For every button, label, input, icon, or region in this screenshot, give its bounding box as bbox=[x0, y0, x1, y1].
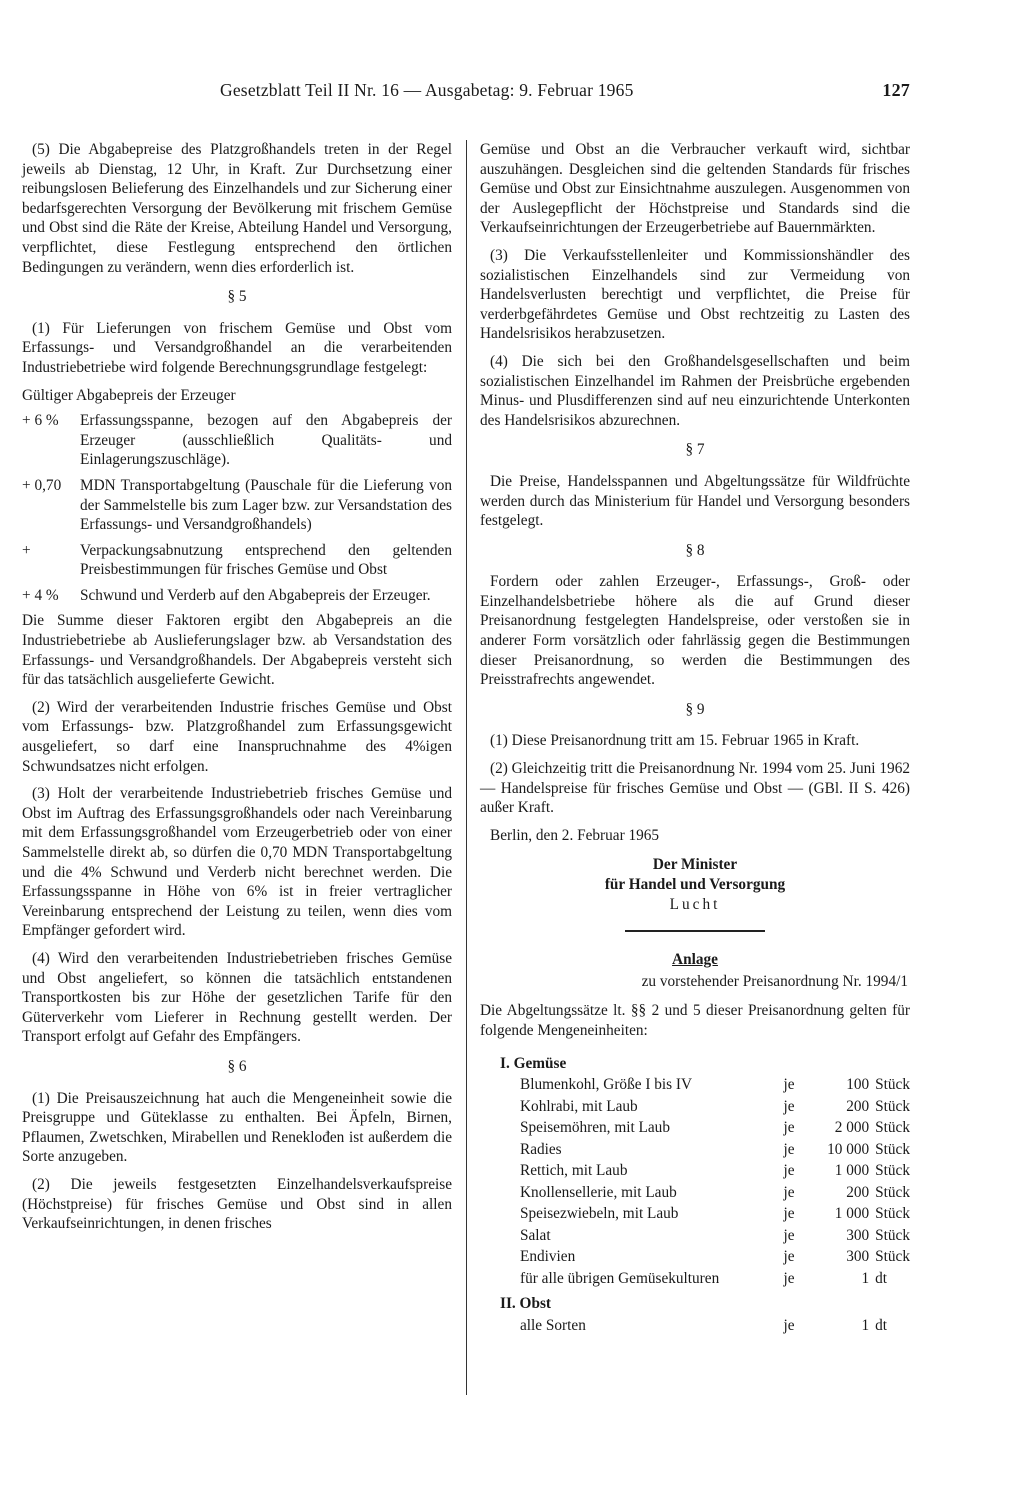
calc-item-text: Verpackungsabnutzung entsprechend den geltenden Preisbestimmungen für frisches Gemüse und Obst bbox=[80, 541, 452, 579]
item-name: Knollensellerie, mit Laub bbox=[520, 1183, 677, 1201]
table-row bbox=[480, 1315, 910, 1337]
header-title: Gesetzblatt Teil II Nr. 16 — Ausgabetag: 9. Februar 1965 bbox=[220, 80, 634, 100]
calc-item bbox=[22, 476, 452, 535]
item-qty: 1 bbox=[861, 1269, 870, 1287]
table-row bbox=[480, 1139, 910, 1161]
calc-item-prefix: + 6 % bbox=[22, 412, 59, 430]
paragraph-5-4: (4) Wird den verarbeitenden Industriebetrieben frisches Gemüse und Obst angeliefert, so können die tatsächlich entstandenen Transportkosten bis zur Höhe der gesetzlichen Tarife für den Güterverkehr vom Lieferer in Rechnung gestellt werden. Der Transport erfolgt auf Gefahr des Empfängers. bbox=[22, 949, 452, 1046]
section-9-heading: § 9 bbox=[685, 700, 705, 718]
units-table bbox=[480, 1049, 910, 1337]
item-name: Blumenkohl, Größe I bis IV bbox=[520, 1076, 693, 1094]
item-qty: 200 bbox=[846, 1183, 870, 1201]
section-5-heading: § 5 bbox=[227, 288, 247, 306]
item-je: je bbox=[783, 1076, 795, 1094]
annex-intro: Die Abgeltungssätze lt. §§ 2 und 5 dieser Preisanordnung gelten für folgende Mengeneinheiten: bbox=[480, 1002, 910, 1039]
item-je: je bbox=[783, 1162, 795, 1180]
item-unit: Stück bbox=[875, 1183, 910, 1201]
table-row bbox=[480, 1096, 910, 1118]
item-unit: Stück bbox=[875, 1119, 910, 1137]
sum-paragraph: Die Summe dieser Faktoren ergibt den Abgabepreis an die Industriebetriebe ab Auslieferungslager bzw. ab Versandstation des Erfassungs- und Versandgroßhandels. Der Abgabepreis versteht sich für das tatsächlich ausgelieferte Gewicht. bbox=[22, 612, 452, 689]
item-name: Speisemöhren, mit Laub bbox=[520, 1119, 670, 1137]
item-unit: Stück bbox=[875, 1076, 910, 1094]
paragraph-7: Die Preise, Handelsspannen und Abgeltungssätze für Wildfrüchte werden durch das Ministerium für Handel und Versorgung besonders festgelegt. bbox=[480, 472, 910, 530]
right-column bbox=[480, 140, 910, 1336]
calc-item-text: Schwund und Verderb auf den Abgabepreis der Erzeuger. bbox=[80, 586, 431, 604]
section-8-heading: § 8 bbox=[685, 541, 705, 559]
item-unit: dt bbox=[875, 1269, 888, 1287]
calc-item-prefix: + 0,70 bbox=[22, 476, 62, 494]
item-je: je bbox=[783, 1119, 795, 1137]
paragraph-9-2: (2) Gleichzeitig tritt die Preisanordnung Nr. 1994 vom 25. Juni 1962 — Handelspreise für frisches Gemüse und Obst — (GBl. II S. 426) außer Kraft. bbox=[480, 760, 910, 817]
item-qty: 1 000 bbox=[834, 1205, 870, 1223]
paragraph-6-2: (2) Die jeweils festgesetzten Einzelhandelsverkaufspreise (Höchstpreise) für frisches Gemüse und Obst sind in allen Verkaufseinrichtungen, in denen frisches bbox=[22, 1175, 452, 1233]
item-qty: 1 bbox=[861, 1316, 870, 1334]
paragraph-5-1: (1) Für Lieferungen von frischem Gemüse und Obst vom Erfassungs- und Versandgroßhandel an die verarbeitenden Industriebetriebe wird folgende Berechnungsgrundlage festgelegt: bbox=[22, 319, 452, 376]
paragraph-5-2: (2) Wird der verarbeitenden Industrie frisches Gemüse und Obst vom Erfassungs- bzw. Platzgroßhandel zum Erfassungsgewicht ausgeliefert, so darf eine Inanspruchnahme des 4%igen Schwundsatzes nicht erfolgen. bbox=[22, 698, 452, 775]
calc-item-text: MDN Transportabgeltung (Pauschale für die Lieferung von der Sammelstelle bis zum Lager bzw. zur Versandstation des Erfassungs- und Versandgroßhandels) bbox=[80, 476, 452, 534]
group-heading-fruit: II. Obst bbox=[500, 1295, 552, 1313]
table-row bbox=[480, 1074, 910, 1096]
item-name: Speisezwiebeln, mit Laub bbox=[520, 1205, 679, 1223]
item-unit: Stück bbox=[875, 1248, 910, 1266]
item-name: für alle übrigen Gemüsekulturen bbox=[520, 1269, 720, 1287]
item-qty: 1 000 bbox=[834, 1162, 870, 1180]
item-unit: Stück bbox=[875, 1162, 910, 1180]
item-unit: Stück bbox=[875, 1205, 910, 1223]
item-qty: 10 000 bbox=[827, 1140, 870, 1158]
paragraph-5-3: (3) Holt der verarbeitende Industriebetrieb frisches Gemüse und Obst im Auftrag des Erfassungsgroßhandels oder nach Vereinbarung mit dem Erfassungsgroßhandel vom Erzeugerbetrieb oder von einer Sammelstelle direkt ab, so dürfen die 0,70 MDN Transportabgeltung und die 4% Schwund und Verderb nicht berechnet werden. Die Erfassungsspanne in Höhe von 6% ist in freier vertraglicher Vereinbarung entsprechend der Leistung zu teilen, wenn dies vom Empfänger gefordert wird. bbox=[22, 785, 452, 940]
group-heading-vegetables: I. Gemüse bbox=[500, 1054, 567, 1072]
table-group-row bbox=[480, 1289, 910, 1315]
page-number: 127 bbox=[882, 80, 910, 100]
left-column bbox=[22, 140, 452, 1242]
item-unit: Stück bbox=[875, 1140, 910, 1158]
item-je: je bbox=[783, 1226, 795, 1244]
item-qty: 2 000 bbox=[834, 1119, 870, 1137]
item-unit: Stück bbox=[875, 1097, 910, 1115]
section-7-heading: § 7 bbox=[685, 441, 705, 459]
annex-title: Anlage bbox=[672, 951, 718, 969]
table-row bbox=[480, 1117, 910, 1139]
calc-item bbox=[22, 411, 452, 470]
paragraph-6-1: (1) Die Preisauszeichnung hat auch die Mengeneinheit sowie die Preisgruppe und Güteklasse zu enthalten. Bei Äpfeln, Birnen, Pflaumen, Zwetschken, Mirabellen und Reneklođen ist außerdem die Sorte anzugeben. bbox=[22, 1089, 452, 1166]
item-qty: 200 bbox=[846, 1097, 870, 1115]
paragraph-6-3: (3) Die Verkaufsstellenleiter und Kommissionshändler des sozialistischen Einzelhandels sind zur Vermeidung von Handelsverlusten berechtigt und verpflichtet, die Preise für verderbgefährdetes Gemüse und Obst rechtzeitig zu Lasten des Handelsrisikos herabzusetzen. bbox=[480, 246, 910, 343]
separator-rule bbox=[625, 930, 765, 932]
item-name: Radies bbox=[520, 1140, 562, 1158]
place-date: Berlin, den 2. Februar 1965 bbox=[490, 826, 660, 844]
paragraph-4-5: (5) Die Abgabepreise des Platzgroßhandels treten in der Regel jeweils ab Dienstag, 12 Uhr, in Kraft. Zur Durchsetzung einer reibungslosen Belieferung des Einzelhandels und zur Sicherung einer bedarfsgerechten Versorgung der Bevölkerung mit frischem Gemüse und Obst sind die Räte der Kreise, Abteilung Handel und Versorgung, verpflichtet, diese Festlegung entsprechend den örtlichen Bedingungen zu verändern, wenn dies erforderlich ist. bbox=[22, 141, 452, 276]
paragraph-8: Fordern oder zahlen Erzeuger-, Erfassungs-, Groß- oder Einzelhandelsbetriebe höhere als die auf Grund dieser Preisanordnung festgelegten Handelspreise, oder verstoßen sie in anderer Form vorsätzlich oder fahrlässig gegen die Bestimmungen dieser Preisanordnung, so werden die Bestimmungen des Preisstrafrechts angewendet. bbox=[480, 573, 910, 689]
calc-item bbox=[22, 541, 452, 580]
item-name: Rettich, mit Laub bbox=[520, 1162, 628, 1180]
item-qty: 100 bbox=[846, 1076, 870, 1094]
table-row bbox=[480, 1225, 910, 1247]
item-qty: 300 bbox=[846, 1248, 870, 1266]
signature-title: Der Minister bbox=[652, 856, 738, 874]
page-header bbox=[220, 80, 910, 106]
item-name: Salat bbox=[520, 1226, 551, 1244]
calc-item-prefix: + 4 % bbox=[22, 586, 59, 604]
item-je: je bbox=[783, 1183, 795, 1201]
item-je: je bbox=[783, 1248, 795, 1266]
column-divider bbox=[466, 140, 467, 1395]
item-qty: 300 bbox=[846, 1226, 870, 1244]
item-name: Kohlrabi, mit Laub bbox=[520, 1097, 638, 1115]
calc-item-prefix: + bbox=[22, 541, 31, 559]
item-je: je bbox=[783, 1316, 795, 1334]
item-unit: Stück bbox=[875, 1226, 910, 1244]
base-price-line: Gültiger Abgabepreis der Erzeuger bbox=[22, 386, 236, 404]
signature-name: Lucht bbox=[669, 895, 721, 913]
table-row bbox=[480, 1203, 910, 1225]
table-row bbox=[480, 1160, 910, 1182]
item-je: je bbox=[783, 1205, 795, 1223]
item-je: je bbox=[783, 1140, 795, 1158]
table-row bbox=[480, 1246, 910, 1268]
paragraph-9-1: (1) Diese Preisanordnung tritt am 15. Februar 1965 in Kraft. bbox=[490, 732, 860, 750]
table-row bbox=[480, 1268, 910, 1290]
annex-subtitle: zu vorstehender Preisanordnung Nr. 1994/1 bbox=[641, 972, 908, 990]
calc-item bbox=[22, 586, 452, 606]
section-6-heading: § 6 bbox=[227, 1057, 247, 1075]
table-group-row bbox=[480, 1049, 910, 1075]
item-je: je bbox=[783, 1097, 795, 1115]
item-je: je bbox=[783, 1269, 795, 1287]
signature-ministry: für Handel und Versorgung bbox=[604, 876, 786, 893]
item-unit: dt bbox=[875, 1316, 888, 1334]
item-name: Endivien bbox=[520, 1248, 576, 1266]
paragraph-6-4: (4) Die sich bei den Großhandelsgesellschaften und beim sozialistischen Einzelhandel im Rahmen der Preisbrüche ergebenden Minus- und Plusdifferenzen sind auf neu einzurichtende Unterkonten des Handelsrisikos abzurechnen. bbox=[480, 352, 910, 429]
paragraph-6-2-continued: Gemüse und Obst an die Verbraucher verkauft wird, sichtbar auszuhängen. Desgleichen sind die geltenden Standards für frisches Gemüse und Obst zur Einsichtnahme auszulegen. Ausgenommen von der Auslegepflicht der Höchstpreise und Standards sind die Verkaufseinrichtungen der Erzeugerbetriebe auf Bauernmärkten. bbox=[480, 141, 910, 237]
item-name: alle Sorten bbox=[520, 1316, 586, 1334]
calc-item-text: Erfassungsspanne, bezogen auf den Abgabepreis der Erzeuger (ausschließlich Qualitäts- und Einlagerungszuschläge). bbox=[80, 412, 452, 469]
table-row bbox=[480, 1182, 910, 1204]
